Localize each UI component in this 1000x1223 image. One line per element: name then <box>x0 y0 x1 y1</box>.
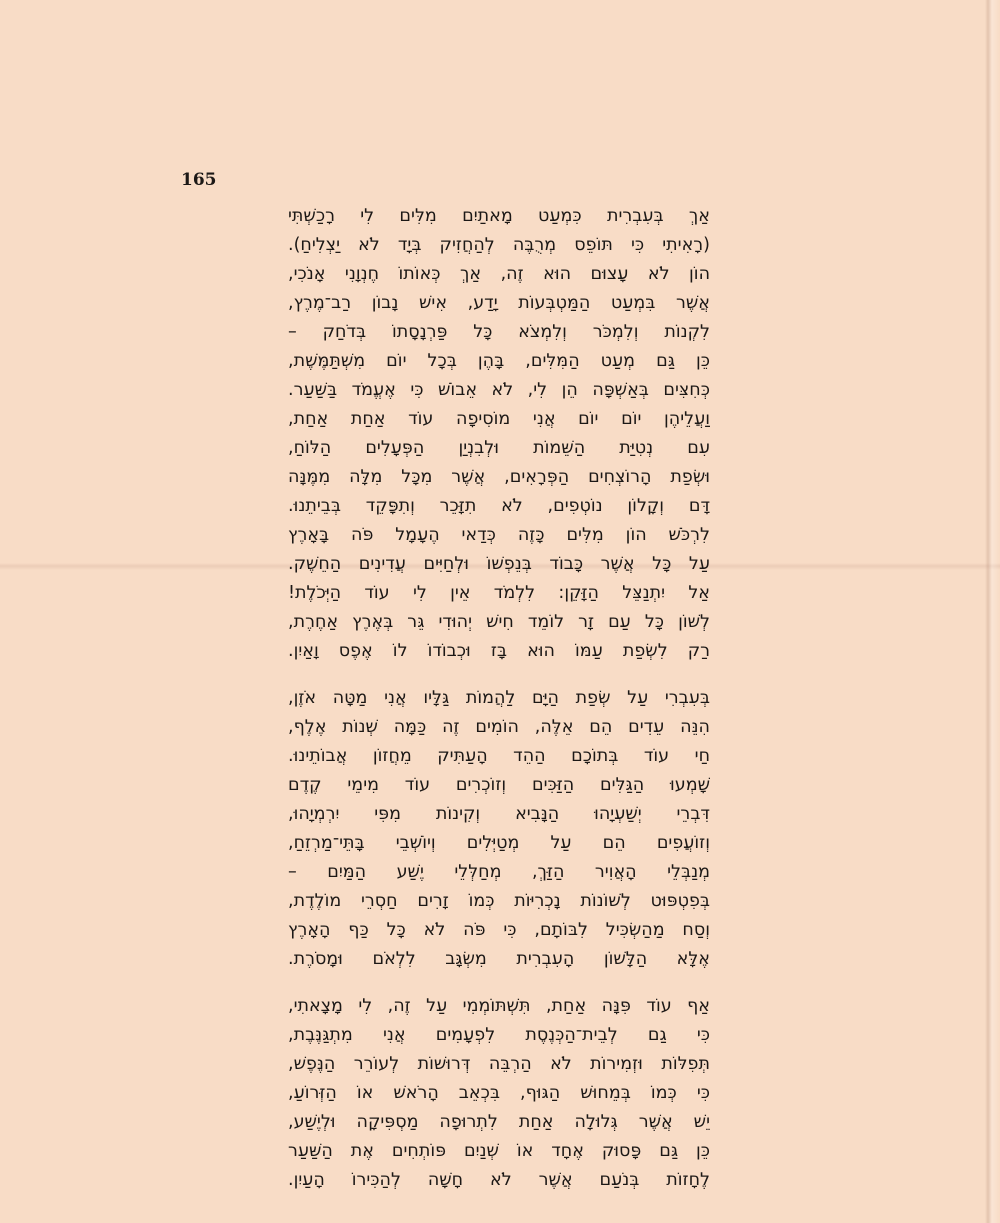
poem-line: מְנַבְּלֵי הָאֲוִיר הַזַּךְ, מְחַלְּלֵי יֶשַׁע הַמַּיִם – <box>288 862 710 882</box>
poem-line: וּשְׂפַת הָרוֹצְחִים הַפְּרָאִים, אֲשֶׁר מִכָּל מִלָּה מִמֶּנָּה <box>288 467 710 487</box>
poem-line: חַי עוֹד בְּתוֹכָם הַהֵד הָעַתִּיק מֵחֲזוֹן אֲבוֹתֵינוּ. <box>288 746 710 766</box>
poem-line: אַךְ בְּעִבְרִית כִּמְעַט מָאתַיִם מִלִּים לִי רָכַשְׁתִּי <box>288 206 710 226</box>
poem-line: הוֹן לֹא עָצוּם הוּא זֶה, אַךְ כְּאוֹתוֹ חֶנְוָנִי אָנֹכִי, <box>288 264 710 284</box>
poem-line: וַעֲלֵיהֶן יוֹם יוֹם אֲנִי מוֹסִיפָה עוֹד אַחַת אַחַת, <box>288 409 710 429</box>
poem-line: כִּי כְּמוֹ בְּמֵחוּשׁ הַגּוּף, בִּכְאֵב הָרֹאשׁ אוֹ הַזְּרוֹעַ, <box>288 1083 710 1103</box>
poem-line: הִנֵּה עֵדִים הֵם אֵלֶּה, הוֹמִים זֶה כַּמָּה שְׁנוֹת אֶלֶף, <box>288 717 710 737</box>
poem-line: דִּבְרֵי יְשַׁעְיָהוּ הַנָּבִיא וְקִינוֹת מִפִּי יִרְמְיָהוּ, <box>288 804 710 824</box>
stanza <box>288 992 710 1195</box>
poem-line: דָּם וְקָלוֹן נוֹטְפִים, לֹא תִזָּכֵר וְתִפָּקֵד בְּבֵיתֵנוּ. <box>288 496 710 516</box>
stanza <box>288 202 710 666</box>
poem-line: כֵּן גַּם מְעַט הַמִּלִּים, בָּהֶן בְּכָל יוֹם מִשְׁתַּמֶּשֶׁת, <box>288 351 710 371</box>
poem-line: עִם נְטִיַּת הַשֵּׁמוֹת וּלְבִנְיַן הַפְּעָלִים הַלּוֹחַ, <box>288 438 710 458</box>
poem-text <box>288 202 710 1195</box>
poem-line: כְּחִצִּים בְּאַשְׁפָּה הֵן לִי, לֹא אֵבוֹשׁ כִּי אֶעֱמֹד בַּשַּׁעַר. <box>288 380 710 400</box>
poem-line: וְזוֹעֲפִים הֵם עַל מְטַיְּלִים וְיוֹשְׁבֵי בָּתֵּי־מַרְזֵחַ, <box>288 833 710 853</box>
poem-line: (רָאִיתִי כִּי תּוֹפֵס מְרֻבֶּה לְהַחֲזִיק בְּיָד לֹא יַצְלִיחַ). <box>288 235 710 255</box>
poem-line: תְּפִלּוֹת וּזְמִירוֹת לֹא הַרְבֵּה דְּרוּשׁוֹת לְעוֹרֵר הַנֶּפֶשׁ, <box>288 1054 710 1074</box>
poem-line: אֲשֶׁר בִּמְעַט הַמַּטְבְּעוֹת יָדַע, אִישׁ נָבוֹן רַב־מֶרֶץ, <box>288 293 710 313</box>
poem-line: בְּעִבְרִי עַל שְׂפַת הַיָּם לַהֲמוֹת גַּלָּיו אֲנִי מַטָּה אֹזֶן, <box>288 688 710 708</box>
poem-line: לִרְכֹּשׁ הוֹן מִלִּים כָּזֶה כְּדַאי הֶעָמָל פֹּה בָּאָרֶץ <box>288 525 710 545</box>
poem-line: וְסַח מַהַשְׂכִּיל לִבּוֹתָם, כִּי פֹּה לֹא כָּל כַּף הָאָרֶץ <box>288 920 710 940</box>
poem-line: אַף עוֹד פִּנָּה אַחַת, תִּשְׁתּוֹמְמִי עַל זֶה, לִי מָצָאתִי, <box>288 996 710 1016</box>
poem-line: אֶלָּא הַלָּשׁוֹן הָעִבְרִית מִשְׂגָּב לִלְאֹם וּמָסֹרֶת. <box>288 949 710 969</box>
poem-line: לְשׁוֹן כָּל עַם זָר לוֹמֵד חִישׁ יְהוּדִי גֵּר בְּאֶרֶץ אַחֶרֶת, <box>288 612 710 632</box>
poem-line: עַל כָּל אֲשֶׁר כָּבוֹד בְּנֵפְשׁוֹ וּלְחַיִּים עֲדִינִים הַחֵשֶׁק. <box>288 554 710 574</box>
poem-line: אַל יִתְנַצֵּל הַזָּקֵן: לִלְמֹד אֵין לִי עוֹד הַיְּכֹלֶת! <box>288 583 710 603</box>
poem-line: לֶחָזוֹת בְּנֹעַם אֲשֶׁר לֹא חָשָׁה לְהַכִּירוֹ הָעַיִן. <box>288 1170 710 1190</box>
poem-line: בְּפִטְפּוּט לְשׁוֹנוֹת נָכְרִיּוֹת כְּמוֹ זָרִים חַסְרֵי מוֹלֶדֶת, <box>288 891 710 911</box>
poem-line: שָׁמְעוּ הַגַּלִּים הַזַּכִּים וְזוֹכְרִים עוֹד מִימֵי קֶדֶם <box>288 775 710 795</box>
poem-line: רַק לִשְׂפַת עַמּוֹ הוּא בָּז וּכְבוֹדוֹ לוֹ אֶפֶס וָאַיִן. <box>288 641 710 661</box>
poem-line: יֵשׁ אֲשֶׁר גְּלוּלָה אַחַת לִתְרוּפָה מַסְפִּיקָה וּלְיֶשַׁע, <box>288 1112 710 1132</box>
page-number: 165 <box>181 170 217 190</box>
poem-line: כֵּן גַּם פָּסוּק אֶחָד אוֹ שְׁנַיִם פּוֹתְחִים אֶת הַשַּׁעַר <box>288 1141 710 1161</box>
poem-line: כִּי גַם לְבֵית־הַכְּנֶסֶת לִפְעָמִים אֲנִי מִתְגַּנֶּבֶת, <box>288 1025 710 1045</box>
poem-line: לִקְנוֹת וְלִמְכֹּר וְלִמְצֹא כָּל פַּרְנָסָתוֹ בְּדֹחַק – <box>288 322 710 342</box>
stanza <box>288 684 710 974</box>
